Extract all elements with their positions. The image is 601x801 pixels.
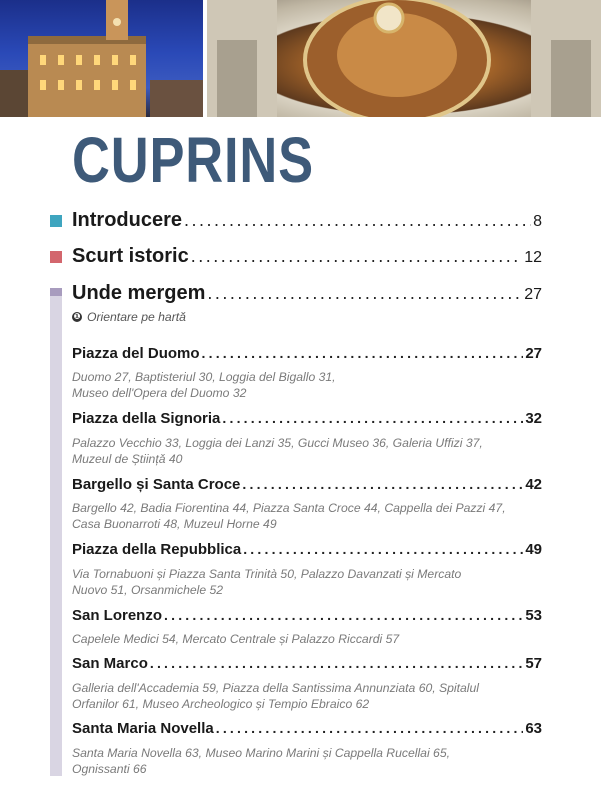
description-line: Nuovo 51, Orsanmichele 52 [72, 583, 224, 597]
toc-entry-page: 27 [524, 286, 542, 303]
toc-section-label: Piazza del Duomo [72, 345, 200, 362]
info-circle-icon: ❶ [73, 312, 81, 321]
toc-section-label: Santa Maria Novella [72, 720, 214, 737]
section-marker-red [50, 251, 62, 263]
toc-entry-introducere[interactable] [72, 209, 542, 232]
photo-palazzo-vecchio [0, 0, 203, 117]
toc-section-description [72, 369, 542, 401]
toc-section-piazza-della-signoria[interactable] [72, 410, 542, 427]
toc-entry-scurt-istoric[interactable] [72, 245, 542, 268]
leader-dots [242, 476, 523, 492]
description-line: Museo dell'Opera del Duomo 32 [72, 386, 247, 400]
section-marker-teal [50, 215, 62, 227]
description-line: Santa Maria Novella 63, Museo Marino Marini și Cappella Rucellai 65, [72, 746, 450, 760]
toc-entry-label: Unde mergem [72, 282, 206, 304]
map-note-text: Orientare pe hartă [87, 310, 186, 324]
toc-section-page: 42 [525, 476, 542, 493]
toc-section-description [72, 500, 542, 532]
page-title: CUPRINS [72, 124, 314, 196]
leader-dots [150, 655, 523, 671]
toc-section-santa-maria-novella[interactable] [72, 720, 542, 737]
toc-entry-unde-mergem[interactable] [72, 282, 542, 305]
toc-section-page: 27 [525, 345, 542, 362]
leader-dots [207, 283, 522, 304]
toc-section-page: 32 [525, 410, 542, 427]
photo-dome-interior [207, 0, 601, 117]
toc-section-page: 53 [525, 607, 542, 624]
description-line: Orfanilor 61, Museo Archeologico și Tempio Ebraico 62 [72, 697, 370, 711]
description-line: Palazzo Vecchio 33, Loggia dei Lanzi 35, Gucci Museo 36, Galeria Uffizi 37, [72, 436, 483, 450]
description-line: Duomo 27, Baptisteriul 30, Loggia del Bigallo 31, [72, 370, 336, 384]
toc-section-san-marco[interactable] [72, 655, 542, 672]
toc-section-page: 57 [525, 655, 542, 672]
toc-section-description [72, 435, 542, 467]
leader-dots [216, 720, 524, 736]
toc-section-bargello-santa-croce[interactable] [72, 476, 542, 493]
toc-section-page: 49 [525, 541, 542, 558]
leader-dots [222, 410, 523, 426]
description-line: Casa Buonarroti 48, Muzeul Horne 49 [72, 517, 277, 531]
toc-section-description [72, 680, 542, 712]
toc-section-piazza-del-duomo[interactable] [72, 345, 542, 362]
description-line: Galleria dell'Accademia 59, Piazza della Santissima Annunziata 60, Spitalul [72, 681, 479, 695]
toc-section-description [72, 631, 542, 647]
description-line: Bargello 42, Badia Fiorentina 44, Piazza Santa Croce 44, Cappella dei Pazzi 47, [72, 501, 506, 515]
leader-dots [164, 607, 523, 623]
toc-section-label: San Marco [72, 655, 148, 672]
leader-dots [184, 210, 531, 231]
leader-dots [243, 541, 523, 557]
leader-dots [191, 246, 523, 267]
description-line: Capelele Medici 54, Mercato Centrale și Palazzo Riccardi 57 [72, 632, 400, 646]
leader-dots [202, 345, 524, 361]
toc-entry-page: 12 [524, 249, 542, 266]
header-photos [0, 0, 601, 117]
description-line: Via Tornabuoni și Piazza Santa Trinità 50, Palazzo Davanzati și Mercato [72, 567, 462, 581]
toc-section-san-lorenzo[interactable] [72, 607, 542, 624]
toc-section-label: San Lorenzo [72, 607, 163, 624]
toc-section-page: 63 [525, 720, 542, 737]
section-sidebar-bar [50, 296, 62, 776]
description-line: Muzeul de Științǎ 40 [72, 452, 183, 466]
toc-entry-page: 8 [533, 213, 542, 230]
toc-section-label: Piazza della Signoria [72, 410, 221, 427]
toc-section-label: Piazza della Repubblica [72, 541, 242, 558]
description-line: Ognissanti 66 [72, 762, 147, 776]
toc-section-label: Bargello și Santa Croce [72, 476, 241, 493]
toc-section-description [72, 566, 542, 598]
toc-section-piazza-della-repubblica[interactable] [72, 541, 542, 558]
toc-section-description [72, 745, 542, 777]
map-orientation-note [72, 310, 186, 324]
toc-entry-label: Scurt istoric [72, 245, 189, 267]
toc-entry-label: Introducere [72, 209, 183, 231]
